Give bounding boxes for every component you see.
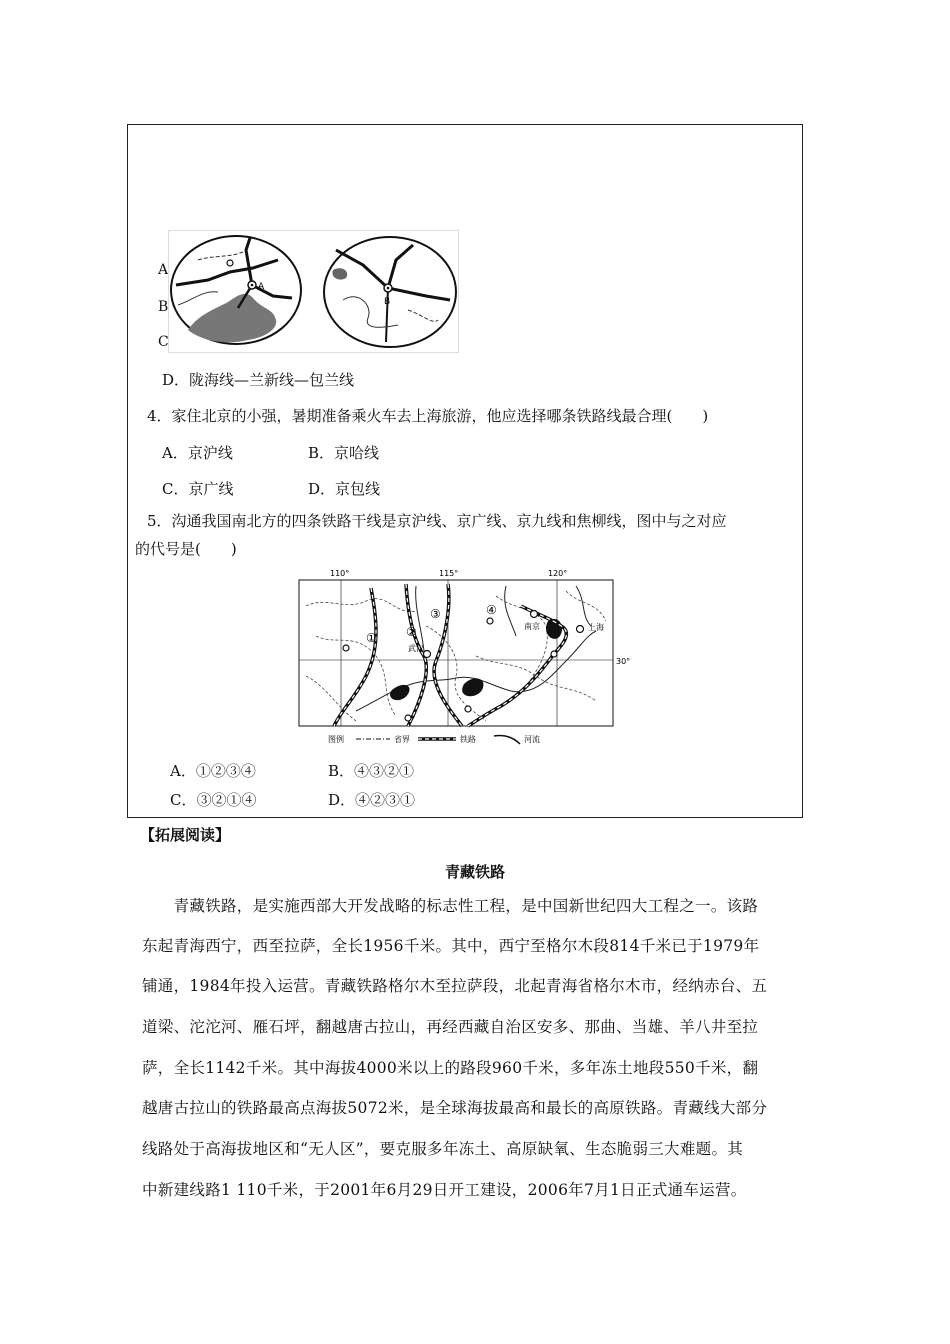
q4-option-c: C．京广线 [162, 480, 234, 498]
marker-1: ① [366, 631, 377, 645]
reading-line-1: 青藏铁路，是实施西部大开发战略的标志性工程，是中国新世纪四大工程之一。该路 [142, 897, 759, 915]
reading-line-4: 道梁、沱沱河、雁石坪，翻越唐古拉山，再经西藏自治区安多、那曲、当雄、羊八井至拉 [142, 1018, 759, 1036]
reading-line-8: 中新建线路1 110千米，于2001年6月29日开工建设，2006年7月1日正式通车运营。 [142, 1181, 747, 1199]
lon-label-120: 120° [548, 569, 568, 578]
q4-option-a: A．京沪线 [162, 444, 233, 462]
q5-option-a: A．①②③④ [170, 762, 256, 780]
city-nanjing: 南京 [524, 622, 540, 631]
city-shanghai: 上海 [588, 623, 604, 632]
q5-question-line-2: 的代号是( ) [135, 540, 237, 558]
legend-railway: 铁路 [460, 735, 476, 744]
q5-option-b: B．④③②① [328, 762, 415, 780]
reading-line-5: 萨，全长1142千米。其中海拔4000米以上的路段960千米，多年冻土地段550千米，翻 [142, 1059, 759, 1077]
marker-2: ② [406, 625, 417, 639]
map-a [171, 236, 301, 344]
reading-heading: 【拓展阅读】 [140, 826, 231, 844]
reading-line-7: 线路处于高海拔地区和“无人区”，要克服多年冻土、高原缺氧、生态脆弱三大难题。其 [142, 1140, 744, 1158]
q4-option-d: D．京包线 [308, 480, 381, 498]
lat-label-30: 30° [616, 657, 631, 666]
q3-option-d: D．陇海线—兰新线—包兰线 [162, 371, 355, 389]
reading-title: 青藏铁路 [444, 863, 505, 881]
legend-province-border: 省界 [394, 735, 410, 744]
q5-option-c: C．③②①④ [170, 791, 257, 809]
legend-river: 河流 [524, 735, 540, 744]
marker-3: ③ [430, 607, 441, 621]
railway-map [296, 566, 636, 748]
map-b [324, 237, 456, 347]
q3-option-a-label: A [158, 262, 169, 278]
q4-question: 4．家住北京的小强，暑期准备乘火车去上海旅游，他应选择哪条铁路线最合理( ) [147, 407, 709, 425]
q3-option-b-label: B [158, 299, 169, 315]
q5-question-line-1: 5．沟通我国南北方的四条铁路干线是京沪线、京广线、京九线和焦柳线，图中与之对应 [147, 512, 727, 530]
map-b-city-label: B [384, 297, 391, 307]
lon-label-115: 115° [439, 569, 459, 578]
q3-option-c-label: C [158, 334, 169, 350]
city-wuhan: 武汉 [408, 644, 424, 653]
map-a-city-label: A [258, 282, 265, 292]
lon-label-110: 110° [330, 569, 350, 578]
legend-title: 图例 [328, 735, 344, 744]
map-legend [328, 734, 540, 744]
reading-line-6: 越唐古拉山的铁路最高点海拔5072米，是全球海拔最高和最长的高原铁路。青藏线大部分 [142, 1099, 768, 1117]
q4-option-b: B．京哈线 [308, 444, 380, 462]
marker-4: ④ [486, 603, 497, 617]
reading-line-2: 东起青海西宁，西至拉萨，全长1956千米。其中，西宁至格尔木段814千米已于1979年 [142, 937, 760, 955]
q3-option-maps [168, 230, 460, 354]
reading-line-3: 铺通，1984年投入运营。青藏铁路格尔木至拉萨段，北起青海省格尔木市，经纳赤台、五 [142, 977, 768, 995]
q5-option-d: D．④②③① [328, 791, 416, 809]
